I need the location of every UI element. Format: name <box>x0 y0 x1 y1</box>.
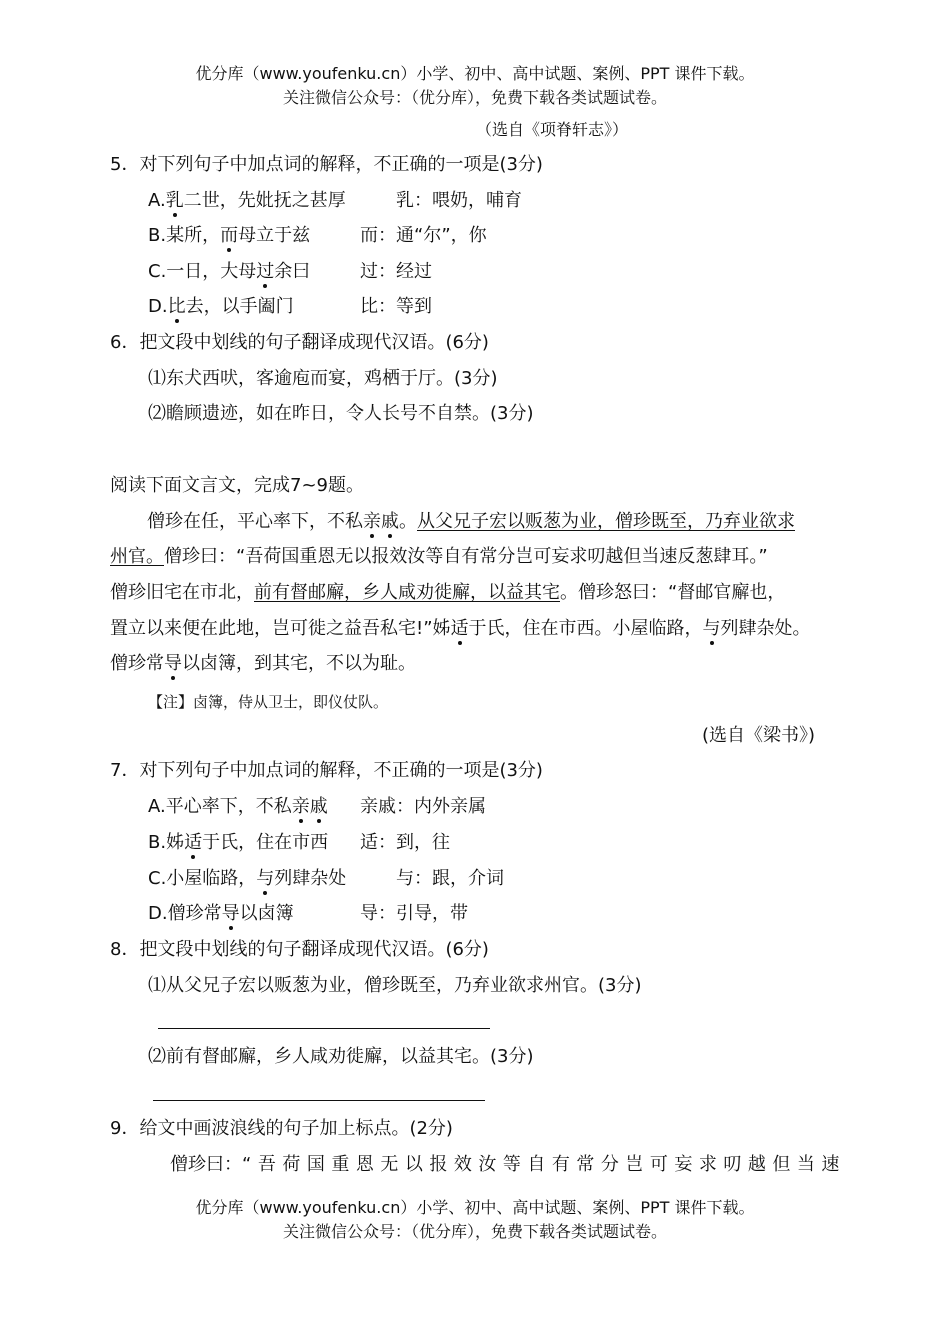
q5-gloss-a: 乳：喂奶，哺育 <box>396 190 522 211</box>
header-line-1: 优分库（www.youfenku.cn）小学、初中、高中试题、案例、PPT 课件下载。 <box>195 64 755 83</box>
q9-sentence: 僧珍曰：“吾荷国重恩无以报效汝等自有常分岂可妄求叨越但当速 <box>170 1154 846 1175</box>
passage-line-3: 僧珍旧宅在市北，前有督邮廨，乡人咸劝徙廨，以益其宅。僧珍怒曰：“督邮官廨也， <box>110 582 786 603</box>
q5-gloss-c: 过：经过 <box>360 261 432 282</box>
answer-line-2[interactable] <box>153 1100 485 1101</box>
q5-option-a: A.乳二世，先妣抚之甚厚 <box>148 190 346 211</box>
q7-stem: 7．对下列句子中加点词的解释，不正确的一项是(3分) <box>110 760 543 781</box>
q5-gloss-b: 而：通“尔”，你 <box>360 225 487 246</box>
footer-line-1: 优分库（www.youfenku.cn）小学、初中、高中试题、案例、PPT 课件下载。 <box>195 1198 755 1217</box>
q7-gloss-b: 适：到，往 <box>360 832 450 853</box>
q6-sentence-2: ⑵瞻顾遗迹，如在昨日，令人长号不自禁。(3分) <box>148 403 534 424</box>
q7-option-a: A.平心率下，不私亲戚 <box>148 796 328 817</box>
q5-option-d: D.比去，以手阖门 <box>148 296 294 317</box>
underlined-sentence: 从父兄子宏以贩葱为业，僧珍既至，乃弃业欲求 <box>417 511 795 532</box>
dotted-char: 过 <box>256 261 275 282</box>
q7-option-d: D.僧珍常导以卤簿 <box>148 903 294 924</box>
passage-source: (选自《梁书》) <box>702 725 816 746</box>
passage-line-1: 僧珍在任，平心率下，不私亲戚。从父兄子宏以贩葱为业，僧珍既至，乃弃业欲求 <box>147 511 795 532</box>
passage-line-4: 置立以来便在此地，岂可徙之益吾私宅!”姊适于氏，住在市西。小屋临路，与列肆杂处。 <box>110 618 811 639</box>
q7-gloss-c: 与：跟，介词 <box>396 868 504 889</box>
answer-line-1[interactable] <box>158 1028 490 1029</box>
q7-gloss-d: 导：引导，带 <box>360 903 468 924</box>
header-line-2: 关注微信公众号：（优分库），免费下载各类试题试卷。 <box>282 88 667 107</box>
q7-option-c: C.小屋临路，与列肆杂处 <box>148 868 347 889</box>
q9-stem: 9．给文中画波浪线的句子加上标点。(2分) <box>110 1118 453 1139</box>
footer-line-2: 关注微信公众号：（优分库），免费下载各类试题试卷。 <box>282 1222 667 1241</box>
q6-stem: 6．把文段中划线的句子翻译成现代汉语。(6分) <box>110 332 489 353</box>
passage-line-5: 僧珍常导以卤簿，到其宅，不以为耻。 <box>110 653 416 674</box>
passage-line-2: 州官。僧珍曰：“吾荷国重恩无以报效汝等自有常分岂可妄求叨越但当速反葱肆耳。” <box>110 546 768 567</box>
source-citation: （选自《项脊轩志》） <box>476 120 629 139</box>
q7-option-b: B.姊适于氏，住在市西 <box>148 832 329 853</box>
dotted-char: 乳 <box>165 190 184 211</box>
q7-gloss-a: 亲戚：内外亲属 <box>360 796 486 817</box>
q5-gloss-d: 比：等到 <box>360 296 432 317</box>
passage-note: 【注】卤簿，侍从卫士，即仪仗队。 <box>148 693 389 711</box>
dotted-char: 而 <box>220 225 239 246</box>
q8-stem: 8．把文段中划线的句子翻译成现代汉语。(6分) <box>110 939 489 960</box>
dotted-char: 比 <box>167 296 186 317</box>
reading-intro: 阅读下面文言文，完成7~9题。 <box>110 475 364 496</box>
q6-sentence-1: ⑴东犬西吠，客逾庖而宴，鸡栖于厅。(3分) <box>148 368 498 389</box>
underlined-sentence: 前有督邮廨，乡人咸劝徙廨，以益其宅 <box>254 582 560 603</box>
q8-sentence-1: ⑴从父兄子宏以贩葱为业，僧珍既至，乃弃业欲求州官。(3分) <box>148 975 642 996</box>
q5-stem: 5．对下列句子中加点词的解释，不正确的一项是(3分) <box>110 154 543 175</box>
q5-option-c: C.一日，大母过余曰 <box>148 261 311 282</box>
q8-sentence-2: ⑵前有督邮廨，乡人咸劝徙廨，以益其宅。(3分) <box>148 1046 534 1067</box>
q5-option-b: B.某所，而母立于兹 <box>148 225 311 246</box>
